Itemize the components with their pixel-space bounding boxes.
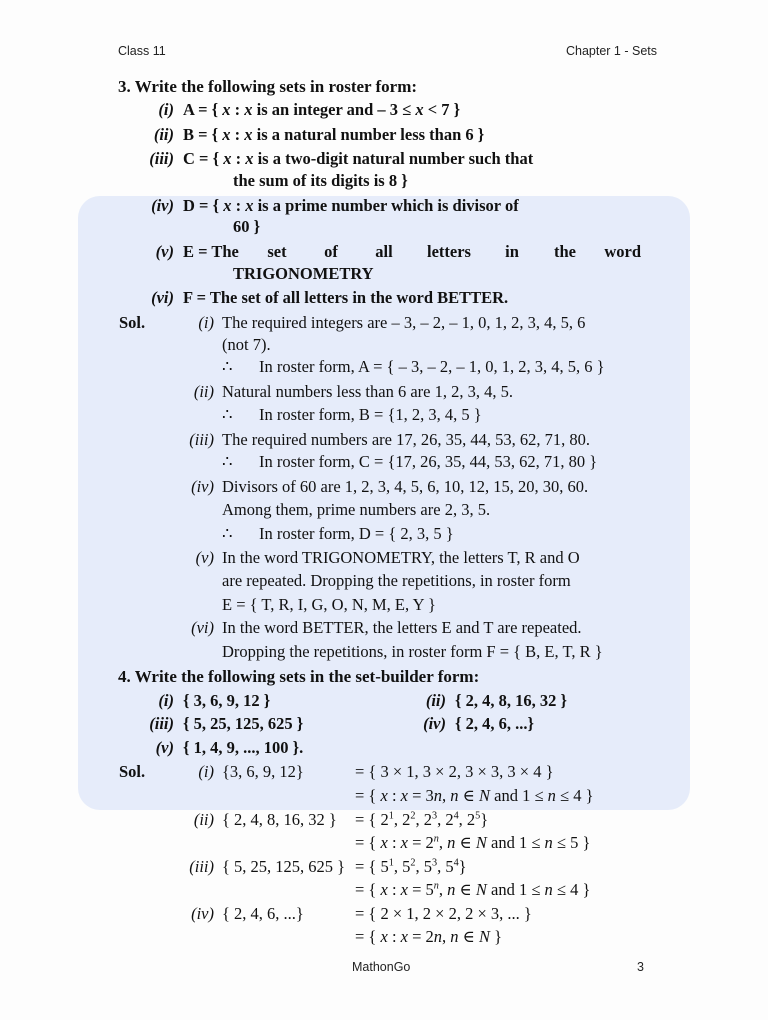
sol3-marker-i: (i)	[198, 312, 214, 332]
q3-item-iv-line1: D = { x : x is a prime number which is divisor of	[183, 195, 519, 215]
q3-item-v-w2: of	[324, 241, 338, 261]
sol3-marker-ii: (ii)	[193, 381, 214, 401]
q3-item-v-w4: letters	[427, 241, 471, 261]
sol4-i-eq1: = { 3 × 1, 3 × 2, 3 × 3, 3 × 4 }	[355, 762, 554, 782]
question-3-number: 3.	[118, 77, 131, 96]
q3-marker-v: (v)	[155, 241, 174, 261]
q4-marker-iv: (iv)	[423, 714, 446, 734]
sol3-i-conclusion-text: In roster form, A = { – 3, – 2, – 1, 0, 1, 2, 3, 4, 5, 6 }	[259, 357, 605, 377]
sol3-ii-line1: Natural numbers less than 6 are 1, 2, 3, 4, 5.	[222, 381, 513, 401]
sol3-marker-vi: (vi)	[191, 618, 214, 638]
sol4-marker-ii: (ii)	[193, 809, 214, 829]
q4-item-iv-text: { 2, 4, 6, ...}	[455, 714, 535, 734]
q4-item-iii-text: { 5, 25, 125, 625 }	[183, 714, 304, 734]
q4-marker-i: (i)	[158, 690, 174, 710]
sol3-i-line2: (not 7).	[222, 334, 271, 354]
q4-item-v-text: { 1, 4, 9, ..., 100 }.	[183, 737, 304, 757]
sol3-i-line1: The required integers are – 3, – 2, – 1, 0, 1, 2, 3, 4, 5, 6	[222, 312, 586, 332]
sol4-iv-eq2: = { x : x = 2n, n ∈ N }	[355, 927, 503, 947]
q3-item-vi-text: F = The set of all letters in the word BETTER.	[183, 288, 509, 308]
footer-brand: MathonGo	[352, 960, 411, 974]
sol4-marker-iv: (iv)	[191, 903, 214, 923]
sol4-iii-eq2: = { x : $x = 5^n$, n ∈ N and 1 ≤ n ≤ 4 }	[355, 880, 591, 900]
sol3-iii-conclusion-text: In roster form, C = {17, 26, 35, 44, 53, 62, 71, 80 }	[259, 452, 598, 472]
q3-item-v-w0: E = The	[183, 241, 239, 261]
sol3-iii-line1: The required numbers are 17, 26, 35, 44, 53, 62, 71, 80.	[222, 429, 590, 449]
solution-3-label: Sol.	[119, 312, 146, 332]
sol3-v-line1: In the word TRIGONOMETRY, the letters T, R and O	[222, 548, 580, 568]
q4-marker-v: (v)	[155, 737, 174, 757]
sol4-marker-iii: (iii)	[189, 856, 214, 876]
q4-item-ii-text: { 2, 4, 8, 16, 32 }	[455, 690, 568, 710]
sol3-v-line3: E = { T, R, I, G, O, N, M, E, Y }	[222, 594, 436, 614]
q3-item-iii-line2: the sum of its digits is 8 }	[233, 171, 408, 191]
sol3-iv-line2: Among them, prime numbers are 2, 3, 5.	[222, 500, 491, 520]
q3-item-v-w3: all	[375, 241, 393, 261]
sol4-iii-set: { 5, 25, 125, 625 }	[222, 856, 346, 876]
header-class-label: Class 11	[118, 44, 166, 58]
sol3-marker-iv: (iv)	[191, 476, 214, 496]
page-footer	[0, 960, 768, 978]
footer-page-number: 3	[637, 960, 644, 974]
sol4-iii-eq1: = { $5^1$, $5^2$, $5^3$, $5^4$}	[355, 856, 467, 876]
sol4-ii-set: { 2, 4, 8, 16, 32 }	[222, 809, 337, 829]
q4-marker-iii: (iii)	[149, 714, 174, 734]
q3-item-v-line1	[183, 241, 641, 261]
question-3-title: Write the following sets in roster form:	[134, 77, 418, 96]
sol3-marker-v: (v)	[195, 548, 214, 568]
running-head	[0, 44, 768, 62]
sol3-vi-line1: In the word BETTER, the letters E and T are repeated.	[222, 618, 582, 638]
q3-marker-i: (i)	[158, 100, 174, 120]
q4-marker-ii: (ii)	[425, 690, 446, 710]
q3-item-v-line2: TRIGONOMETRY	[233, 263, 374, 283]
header-chapter-label: Chapter 1 - Sets	[565, 44, 657, 58]
sol4-marker-i: (i)	[198, 762, 214, 782]
question-4-number: 4.	[118, 667, 131, 687]
sol4-iv-eq1: = { 2 × 1, 2 × 2, 2 × 3, ... }	[355, 903, 532, 923]
sol4-i-set: {3, 6, 9, 12}	[222, 762, 304, 782]
q3-item-ii-text: B = { x : x is a natural number less than 6 }	[183, 124, 485, 144]
q3-item-iv-line2: 60 }	[233, 217, 261, 237]
question-3-heading	[118, 78, 417, 95]
sol3-iv-conclusion-text: In roster form, D = { 2, 3, 5 }	[259, 524, 454, 544]
q3-item-v-w1: set	[267, 241, 287, 261]
q4-item-i-text: { 3, 6, 9, 12 }	[183, 690, 271, 710]
sol3-vi-line2: Dropping the repetitions, in roster form F = { B, E, T, R }	[222, 641, 603, 661]
q3-marker-vi: (vi)	[151, 288, 174, 308]
solution-4-label: Sol.	[119, 762, 146, 782]
q3-marker-ii: (ii)	[153, 124, 174, 144]
sol4-iv-set: { 2, 4, 6, ...}	[222, 903, 304, 923]
q3-item-v-w5: in	[505, 241, 519, 261]
q3-item-iii-line1: C = { x : x is a two-digit natural number such that	[183, 149, 534, 169]
sol4-ii-eq1: = { $2^1$, $2^2$, $2^3$, $2^4$, $2^5$}	[355, 809, 489, 829]
q3-marker-iii: (iii)	[149, 149, 174, 169]
q3-marker-iv: (iv)	[151, 195, 174, 215]
sol3-i-conclusion-symbol: ∴	[222, 357, 233, 377]
question-4-title: Write the following sets in the set-builder form:	[134, 667, 480, 687]
sol3-v-line2: are repeated. Dropping the repetitions, in roster form	[222, 571, 571, 591]
q3-item-v-w7: word	[604, 241, 641, 261]
sol3-ii-conclusion-symbol: ∴	[222, 405, 233, 425]
q3-item-v-w6: the	[554, 241, 576, 261]
sol4-i-eq2: = { x : x = 3n, n ∈ N and 1 ≤ n ≤ 4 }	[355, 785, 594, 805]
question-4-heading	[118, 668, 479, 685]
sol3-iv-conclusion-symbol: ∴	[222, 524, 233, 544]
sol3-iii-conclusion-symbol: ∴	[222, 452, 233, 472]
sol4-ii-eq2: = { x : $x = 2^n$, n ∈ N and 1 ≤ n ≤ 5 }	[355, 833, 591, 853]
sol3-marker-iii: (iii)	[189, 429, 214, 449]
q3-item-i-text: A = { x : x is an integer and – 3 ≤ x < 7 }	[183, 100, 461, 120]
sol3-ii-conclusion-text: In roster form, B = {1, 2, 3, 4, 5 }	[259, 405, 482, 425]
sol3-iv-line1: Divisors of 60 are 1, 2, 3, 4, 5, 6, 10, 12, 15, 20, 30, 60.	[222, 476, 589, 496]
